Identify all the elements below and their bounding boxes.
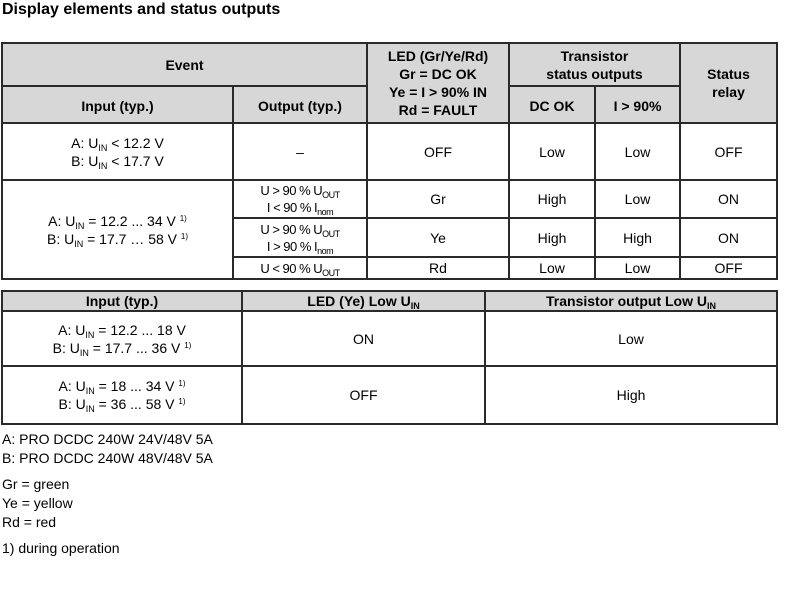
output-cell: U > 90 % $U_{OUT}$ I > 90 % $I_{nom}$ [233,218,367,257]
relay-cell: ON [680,218,777,257]
dcok-cell: High [509,180,595,218]
header-led-line2: Gr = DC OK [399,66,477,82]
legend-yellow: Ye = yellow [2,495,73,511]
footnote: 1) during operation [2,540,120,556]
legend-red: Rd = red [2,514,57,530]
header-led-low: LED (Ye) Low $U_{IN}$ [242,291,485,311]
color-legend [2,475,73,532]
header-input: Input (typ.) [2,291,242,311]
i90-cell: Low [595,257,680,279]
header-led-line4: Rd = FAULT [398,102,478,118]
legend-green: Gr = green [2,476,70,492]
note-a: A: PRO DCDC 240W 24V/48V 5A [2,431,213,447]
input-cell: A: $U_{IN} = 18$ ... 34 V $^{1)}$ B: $U_{IN} = 36$ ... 58 V $^{1)}$ [2,366,242,424]
transistor-cell: Low [485,311,777,366]
table-row [2,180,777,218]
output-cell: – [233,123,367,180]
dcok-cell: Low [509,257,595,279]
header-transistor [509,43,680,86]
led-cell: Ye [367,218,509,257]
header-transistor-low: Transistor output Low $U_{IN}$ [485,291,777,311]
i90-cell: Low [595,180,680,218]
relay-cell: OFF [680,257,777,279]
header-led [367,43,509,123]
output-cell: U > 90 % $U_{OUT}$ I < 90 % $I_{nom}$ [233,180,367,218]
input-cell: A: $U_{IN} < 12.2$ V B: $U_{IN} < 17.7$ V [2,123,233,180]
relay-cell: ON [680,180,777,218]
led-cell: OFF [242,366,485,424]
header-led-line1: LED (Gr/Ye/Rd) [387,48,489,64]
header-led-line3: Ye = I > 90% IN [388,84,488,100]
header-event: Event [2,43,367,86]
relay-cell: OFF [680,123,777,180]
status-table [1,42,778,280]
page-title: Display elements and status outputs [2,1,281,18]
led-cell: ON [242,311,485,366]
header-relay [680,43,777,123]
table-row [2,366,777,424]
model-notes [2,430,213,468]
led-cell: OFF [367,123,509,180]
dcok-cell: Low [509,123,595,180]
low-voltage-table [1,290,778,425]
header-relay-line2: relay [712,84,745,100]
transistor-cell: High [485,366,777,424]
header-dcok: DC OK [509,86,595,123]
input-cell: A: $U_{IN} = 12.2$ ... 34 V $^{1)}$ B: $U_{IN} = 17.7$ … 58 V $^{1)}$ [2,180,233,279]
led-cell: Rd [367,257,509,279]
led-cell: Gr [367,180,509,218]
header-output: Output (typ.) [233,86,367,123]
output-cell: U < 90 % $U_{OUT}$ [233,257,367,279]
table-row [2,311,777,366]
table-row [2,123,777,180]
i90-cell: High [595,218,680,257]
dcok-cell: High [509,218,595,257]
note-b: B: PRO DCDC 240W 48V/48V 5A [2,450,213,466]
header-input: Input (typ.) [2,86,233,123]
header-transistor-line1: Transistor [560,47,629,64]
header-transistor-line2: status outputs [546,65,643,82]
header-i90: I > 90% [595,86,680,123]
header-relay-line1: Status [707,66,750,82]
input-cell: A: $U_{IN} = 12.2$ ... 18 V B: $U_{IN} = 17.7$ ... 36 V $^{1)}$ [2,311,242,366]
i90-cell: Low [595,123,680,180]
